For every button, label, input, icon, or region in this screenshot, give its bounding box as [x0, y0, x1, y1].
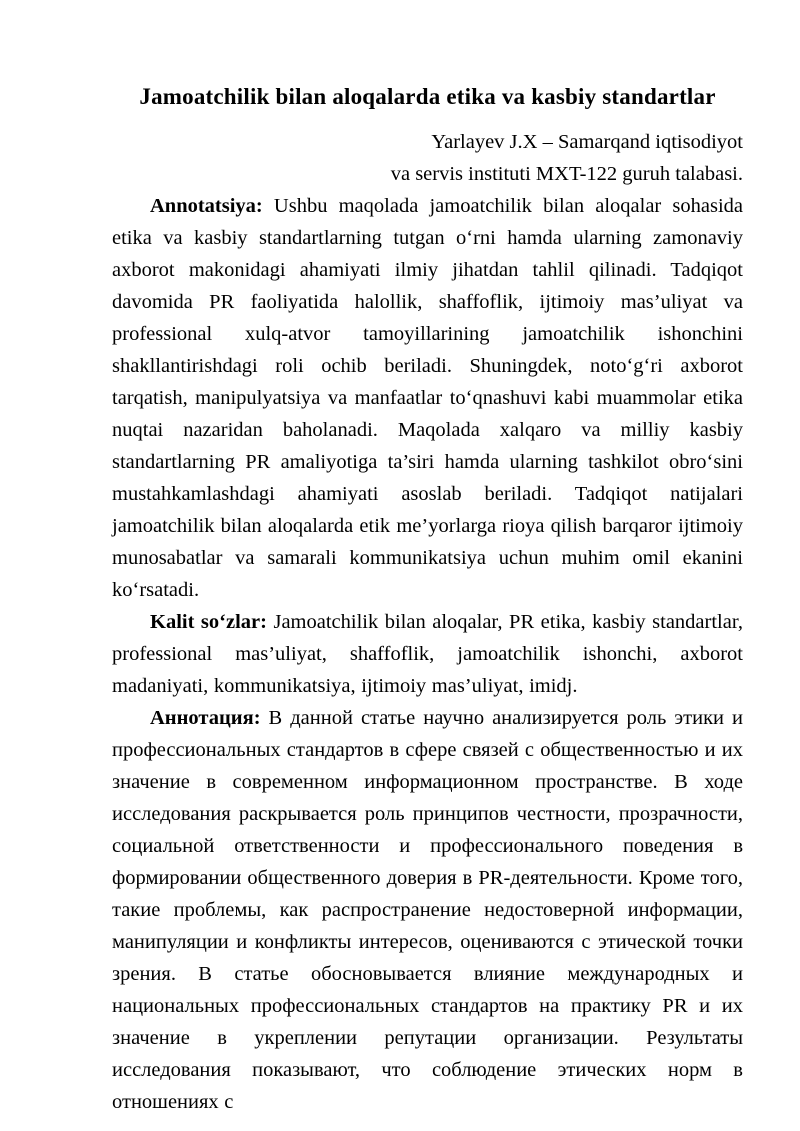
paragraph-annotatsiya	[112, 190, 743, 606]
annotatsiya-label: Annotatsiya:	[150, 195, 263, 217]
annotatsiya-text: Ushbu maqolada jamoatchilik bilan aloqalar sohasida etika va kasbiy standartlarning tutgan o‘rni hamda ularning zamonaviy axborot makonidagi ahamiyati ilmiy jihatdan tahlil qilinadi. Tadqiqot davomida PR faoliyatida halollik, shaffoflik, ijtimoiy mas’uliyat va professional xulq-atvor tamoyillarining jamoatchilik ishonchini shakllantirishdagi roli ochib beriladi. Shuningdek, noto‘g‘ri axborot tarqatish, manipulyatsiya va manfaatlar to‘qnashuvi kabi muammolar etika nuqtai nazaridan baholanadi. Maqolada xalqaro va milliy kasbiy standartlarning PR amaliyotiga ta’siri hamda ularning tashkilot obro‘sini mustahkamlashdagi ahamiyati asoslab beriladi. Tadqiqot natijalari jamoatchilik bilan aloqalarda etik me’yorlarga rioya qilish barqaror ijtimoiy munosabatlar va samarali kommunikatsiya uchun muhim omil ekanini ko‘rsatadi.	[112, 195, 743, 601]
annotation-ru-label: Аннотация:	[150, 707, 261, 729]
annotation-ru-text: В данной статье научно анализируется роль этики и профессиональных стандартов в сфере связей с общественностью и их значение в современном информационном пространстве. В ходе исследования раскрывается роль принципов честности, прозрачности, социальной ответственности и профессионального поведения в формировании общественного доверия в PR-деятельности. Кроме того, такие проблемы, как распространение недостоверной информации, манипуляции и конфликты интересов, оцениваются с этической точки зрения. В статье обосновывается влияние международных и национальных профессиональных стандартов на практику PR и их значение в укреплении репутации организации. Результаты исследования показывают, что соблюдение этических норм в отношениях с	[112, 707, 743, 1113]
document-body	[112, 190, 743, 1118]
byline-line-2: va servis instituti MXT-122 guruh talabasi.	[390, 163, 743, 185]
keywords-label: Kalit so‘zlar:	[150, 611, 267, 633]
document-title: Jamoatchilik bilan aloqalarda etika va kasbiy standartlar	[139, 84, 716, 109]
keywords-text: Jamoatchilik bilan aloqalar, PR etika, kasbiy standartlar, professional mas’uliyat, shaffoflik, jamoatchilik ishonchi, axborot madaniyati, kommunikatsiya, ijtimoiy mas’uliyat, imidj.	[112, 611, 743, 697]
byline	[112, 126, 743, 190]
paragraph-keywords	[112, 606, 743, 702]
byline-line-1: Yarlayev J.X – Samarqand iqtisodiyot	[431, 131, 743, 153]
paragraph-annotation-ru	[112, 702, 743, 1118]
